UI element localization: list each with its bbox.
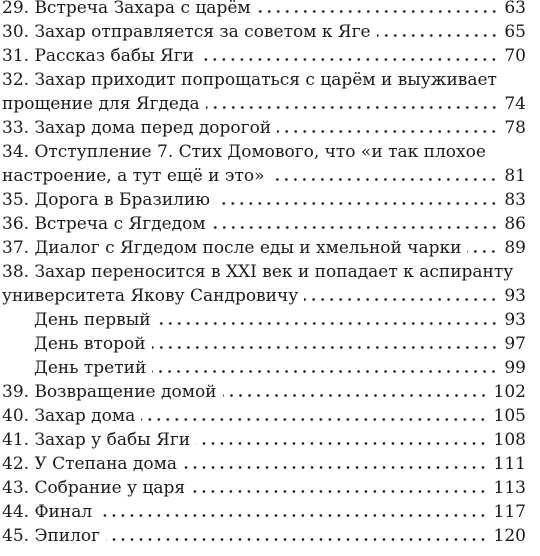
toc-entry-title: 41. Захар у бабы Яги: [2, 430, 191, 450]
toc-entry: [2, 234, 526, 258]
toc-entry-title: 43. Собрание у царя: [2, 478, 186, 498]
toc-entry-page: 108: [493, 430, 526, 450]
toc-entry-page: 97: [504, 334, 526, 354]
toc-entry-first-line: [2, 66, 526, 90]
dot-leader: [200, 58, 498, 61]
toc-entry-page: 99: [504, 358, 526, 378]
dot-leader: [183, 466, 488, 469]
toc-entry-title: 31. Рассказ бабы Яги: [2, 46, 194, 66]
toc-entry: [2, 42, 526, 66]
toc-entry: [2, 474, 526, 498]
toc-entry: [2, 210, 526, 234]
toc-entry-title: 45. Эпилог: [2, 526, 101, 546]
toc-entry-title: прощение для Ягдеда: [2, 94, 200, 114]
toc-entry: [2, 402, 526, 426]
toc-entry-title: 29. Встреча Захара с царём: [2, 0, 251, 18]
dot-leader: [467, 250, 498, 253]
toc-entry-page: 74: [504, 94, 526, 114]
toc-entry-continuation: [2, 282, 526, 306]
dot-leader: [106, 538, 487, 541]
toc-entry-title: 33. Захар дома перед дорогой: [2, 118, 272, 138]
toc-entry-title: 39. Возвращение домой: [2, 382, 217, 402]
toc-entry-first-line: [2, 258, 526, 282]
toc-entry: [2, 114, 526, 138]
dot-leader: [223, 394, 488, 397]
toc-subentry: [34, 306, 526, 330]
dot-leader: [152, 370, 498, 373]
toc-entry-title: 32. Захар приходит попрощаться с царём и выуживает: [2, 70, 497, 90]
toc-entry-title: 30. Захар отправляется за советом к Яге: [2, 22, 371, 42]
toc-entry-page: 70: [504, 46, 526, 66]
toc-entry-title: 38. Захар переносится в XXI век и попадает к аспиранту: [2, 262, 514, 282]
toc-entry-first-line: [2, 138, 526, 162]
dot-leader: [206, 106, 499, 109]
toc-entry-page: 81: [504, 166, 526, 186]
toc-entry-title: 42. У Степана дома: [2, 454, 177, 474]
toc-entry: [2, 450, 526, 474]
dot-leader: [216, 202, 498, 205]
toc-entry-page: 105: [493, 406, 526, 426]
toc-entry: [2, 498, 526, 522]
toc-entry-page: 78: [504, 118, 526, 138]
toc-entry: [2, 18, 526, 42]
toc-entry-page: 93: [504, 310, 526, 330]
dot-leader: [157, 322, 499, 325]
toc-entry-page: 65: [504, 22, 526, 42]
toc-entry-title: настроение, а тут ещё и это»: [2, 166, 265, 186]
toc-entry: [2, 0, 526, 18]
toc-subentry: [34, 354, 526, 378]
dot-leader: [141, 418, 487, 421]
toc-entry-page: 89: [504, 238, 526, 258]
dot-leader: [212, 226, 499, 229]
dot-leader: [257, 10, 499, 13]
toc-entry-page: 120: [493, 526, 526, 546]
dot-leader: [98, 514, 487, 517]
toc-entry-continuation: [2, 162, 526, 186]
dot-leader: [152, 346, 499, 349]
toc-entry: [2, 186, 526, 210]
dot-leader: [304, 298, 498, 301]
toc-entry-title: День третий: [34, 358, 147, 378]
toc-entry-title: университета Якову Сандровичу: [2, 286, 299, 306]
toc-entry: [2, 426, 526, 450]
toc-entry-page: 63: [504, 0, 526, 18]
toc-entry-page: 86: [504, 214, 526, 234]
toc-entry-title: День первый: [34, 310, 151, 330]
toc-entry-page: 93: [504, 286, 526, 306]
dot-leader: [191, 490, 487, 493]
toc-entry-title: День второй: [34, 334, 146, 354]
toc-entry-title: 40. Захар дома: [2, 406, 136, 426]
toc-entry-page: 83: [504, 190, 526, 210]
toc-entry-page: 117: [493, 502, 526, 522]
toc-entry-page: 113: [493, 478, 526, 498]
toc-entry-title: 37. Диалог с Ягдедом после еды и хмельной чарки: [2, 238, 462, 258]
toc-entry-title: 44. Финал: [2, 502, 93, 522]
dot-leader: [196, 442, 487, 445]
toc-entry-page: 102: [493, 382, 526, 402]
toc-entry-page: 111: [493, 454, 526, 474]
toc-entry-title: 34. Отступление 7. Стих Домового, что «и так плохое: [2, 142, 486, 162]
toc-entry-title: 35. Дорога в Бразилию: [2, 190, 211, 210]
dot-leader: [377, 34, 499, 37]
toc-entry: [2, 522, 526, 546]
toc-entry-continuation: [2, 90, 526, 114]
dot-leader: [270, 178, 498, 181]
dot-leader: [277, 130, 498, 133]
toc-subentry: [34, 330, 526, 354]
toc-entry-title: 36. Встреча с Ягдедом: [2, 214, 206, 234]
toc-entry: [2, 378, 526, 402]
